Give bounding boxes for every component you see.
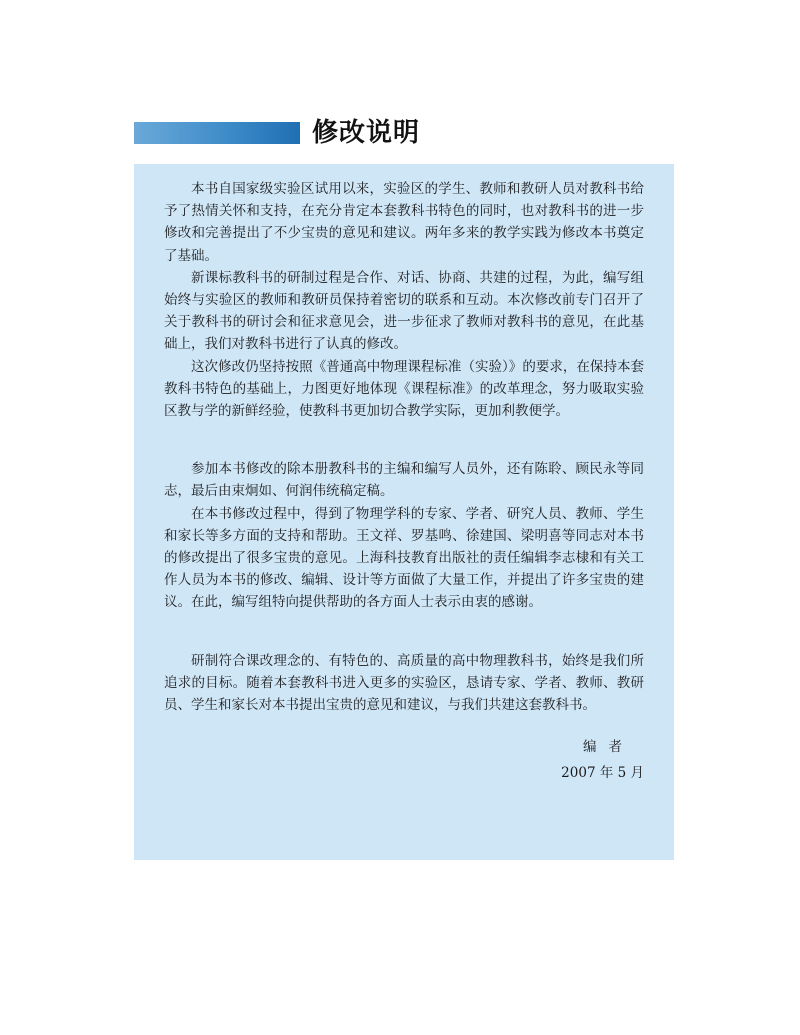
preface-section-3 (164, 650, 644, 717)
paragraph: 新课标教科书的研制过程是合作、对话、协商、共建的过程，为此，编写组始终与实验区的教师和教研员保持着密切的联系和互动。本次修改前专门召开了关于教科书的研讨会和征求意见会，进一步征求了教师对教科书的意见，在此基础上，我们对教科书进行了认真的修改。 (164, 269, 644, 353)
signature-author: 编者 (583, 739, 634, 755)
paragraph: 本书自国家级实验区试用以来，实验区的学生、教师和教研人员对教科书给予了热情关怀和支持，在充分肯定本套教科书特色的同时，也对教科书的进一步修改和完善提出了不少宝贵的意见和建议。两年多来的教学实践为修改本书奠定了基础。 (164, 181, 644, 264)
content-panel (134, 164, 674, 860)
title-accent-bar (134, 122, 300, 144)
preface-section-1 (164, 178, 644, 422)
paragraph: 研制符合课改理念的、有特色的、高质量的高中物理教科书，始终是我们所追求的目标。随着本套教科书进入更多的实验区，恳请专家、学者、教师、教研员、学生和家长对本书提出宝贵的意见和建议，与我们共建这套教科书。 (164, 652, 644, 714)
signature-date: 2007 年 5 月 (561, 765, 644, 781)
paragraph: 这次修改仍坚持按照《普通高中物理课程标准（实验）》的要求，在保持本套教科书特色的基础上，力图更好地体现《课程标准》的改革理念，努力吸取实验区教与学的新鲜经验，使教科书更加切合教学实际，更加利教便学。 (164, 358, 644, 420)
page-title: 修改说明 (312, 118, 421, 148)
paragraph: 在本书修改过程中，得到了物理学科的专家、学者、研究人员、教师、学生和家长等多方面的支持和帮助。王文祥、罗基鸣、徐建国、梁明喜等同志对本书的修改提出了很多宝贵的意见。上海科技教育出版社的责任编辑李志棣和有关工作人员为本书的修改、编辑、设计等方面做了大量工作，并提出了许多宝贵的建议。在此，编写组特向提供帮助的各方面人士表示由衷的感谢。 (164, 505, 644, 611)
paragraph: 参加本书修改的除本册教科书的主编和编写人员外，还有陈聆、顾民永等同志，最后由束炯如、何润伟统稿定稿。 (164, 461, 644, 500)
preface-section-2 (164, 458, 644, 613)
